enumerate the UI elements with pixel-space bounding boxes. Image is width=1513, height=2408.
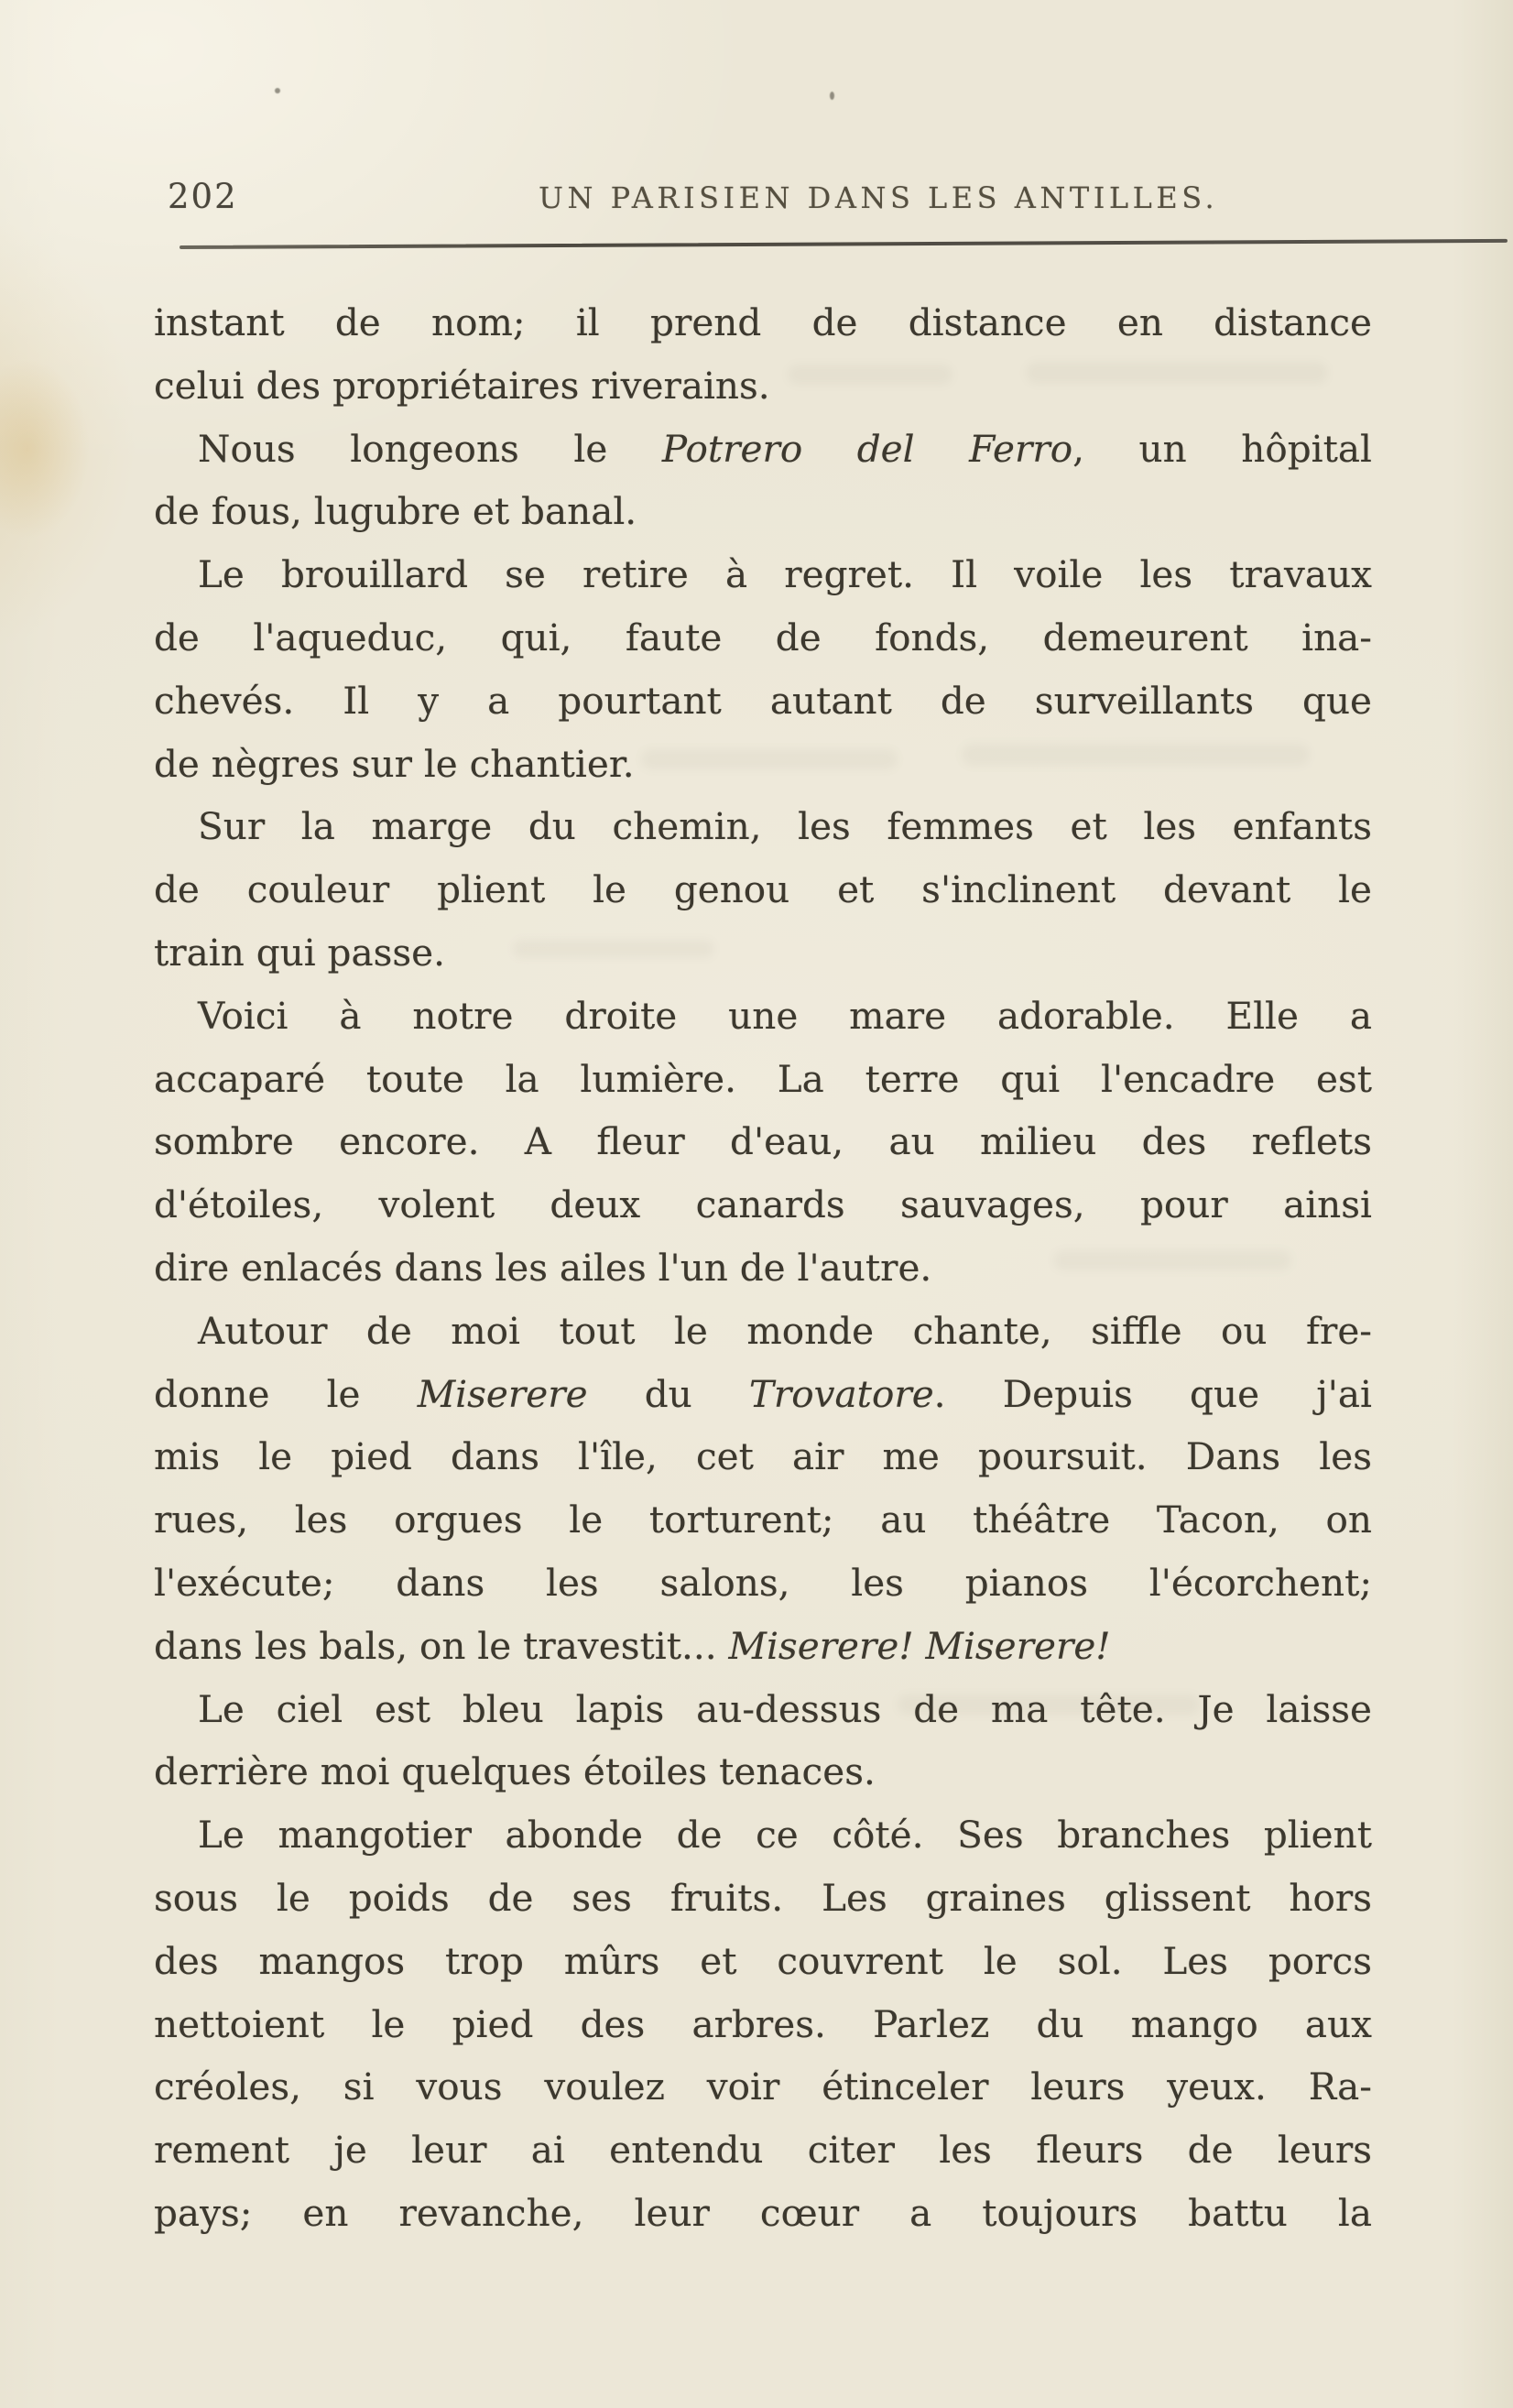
text-segment: . Depuis que j'ai	[933, 1371, 1372, 1416]
text-segment: pays; en revanche, leur cœur a toujours battu la	[154, 2190, 1372, 2235]
text-line	[154, 418, 1372, 481]
text-line	[154, 1237, 1372, 1300]
text-line	[154, 670, 1372, 733]
text-segment-italic: Potrero del Ferro	[661, 426, 1073, 471]
text-segment-italic: Miserere	[417, 1371, 588, 1416]
text-line	[154, 1740, 1372, 1803]
page-number: 202	[168, 177, 238, 216]
text-segment: de fous, lugubre et banal.	[154, 489, 637, 534]
text-segment: chevés. Il y a pourtant autant de surveillants que	[154, 678, 1372, 723]
text-segment: Sur la marge du chemin, les femmes et les enfants	[198, 804, 1372, 849]
text-segment: Autour de moi tout le monde chante, siffle ou fre-	[198, 1308, 1372, 1353]
text-line	[154, 1803, 1372, 1867]
text-segment: des mangos trop mûrs et couvrent le sol. Les porcs	[154, 1938, 1372, 1983]
running-title: UN PARISIEN DANS LES ANTILLES.	[539, 180, 1219, 215]
text-line	[154, 1488, 1372, 1552]
text-segment: de nègres sur le chantier.	[154, 741, 635, 786]
text-segment: Le brouillard se retire à regret. Il voile les travaux	[198, 552, 1372, 597]
text-segment: créoles, si vous voulez voir étinceler leurs yeux. Ra-	[154, 2065, 1372, 2109]
text-segment: rues, les orgues le torturent; au théâtre Tacon, on	[154, 1498, 1372, 1542]
text-line	[154, 1993, 1372, 2056]
text-line	[154, 1678, 1372, 1741]
paper-speck	[830, 92, 834, 100]
text-segment: Nous longeons le	[198, 426, 662, 471]
text-segment: mis le pied dans l'île, cet air me poursuit. Dans les	[154, 1434, 1372, 1479]
text-line	[154, 1930, 1372, 1993]
text-segment: nettoient le pied des arbres. Parlez du mango aux	[154, 2001, 1372, 2046]
text-segment: de l'aqueduc, qui, faute de fonds, demeurent ina-	[154, 615, 1372, 659]
text-line	[154, 291, 1372, 354]
text-segment: de couleur plient le genou et s'inclinent devant le	[154, 867, 1372, 912]
text-segment: du	[587, 1371, 749, 1416]
text-segment-italic: Trovatore	[748, 1371, 934, 1416]
text-line	[154, 1552, 1372, 1615]
text-line	[154, 2055, 1372, 2119]
text-line	[154, 795, 1372, 858]
text-line	[154, 1110, 1372, 1173]
text-segment: train qui passe.	[154, 930, 446, 975]
text-line	[154, 606, 1372, 670]
header-rule	[180, 239, 1508, 249]
text-segment: rement je leur ai entendu citer les fleurs de leurs	[154, 2128, 1372, 2173]
text-line	[154, 858, 1372, 921]
paper-speck	[275, 88, 280, 93]
text-line	[154, 354, 1372, 418]
text-segment: Le mangotier abonde de ce côté. Ses branches plient	[198, 1813, 1372, 1858]
text-line	[154, 1615, 1372, 1678]
text-segment: dans les bals, on le travestit...	[154, 1623, 729, 1668]
text-line	[154, 480, 1372, 543]
text-line	[154, 1425, 1372, 1488]
text-line	[154, 921, 1372, 985]
text-line	[154, 2119, 1372, 2182]
text-segment: sous le poids de ses fruits. Les graines glissent hors	[154, 1875, 1372, 1920]
text-segment: , un hôpital	[1072, 426, 1373, 471]
text-line	[154, 543, 1372, 606]
text-segment: l'exécute; dans les salons, les pianos l'écorchent;	[154, 1560, 1372, 1605]
text-segment-italic: Miserere! Miserere!	[728, 1623, 1111, 1668]
text-segment: celui des propriétaires riverains.	[154, 363, 770, 408]
text-segment: derrière moi quelques étoiles tenaces.	[154, 1749, 876, 1794]
body-text	[154, 291, 1372, 2245]
text-segment: d'étoiles, volent deux canards sauvages, pour ainsi	[154, 1182, 1372, 1227]
text-line	[154, 733, 1372, 796]
text-line	[154, 1173, 1372, 1237]
text-line	[154, 2182, 1372, 2245]
text-line	[154, 1363, 1372, 1426]
text-segment: dire enlacés dans les ailes l'un de l'autre.	[154, 1245, 932, 1290]
text-segment: Le ciel est bleu lapis au-dessus de ma tête. Je laisse	[198, 1686, 1372, 1731]
text-line	[154, 985, 1372, 1048]
paper-stain	[0, 330, 110, 568]
text-segment: sombre encore. A fleur d'eau, au milieu des reflets	[154, 1119, 1372, 1164]
text-segment: instant de nom; il prend de distance en distance	[154, 300, 1372, 344]
text-line	[154, 1867, 1372, 1930]
text-line	[154, 1300, 1372, 1363]
text-segment: Voici à notre droite une mare adorable. Elle a	[198, 993, 1372, 1038]
text-segment: accaparé toute la lumière. La terre qui l'encadre est	[154, 1056, 1372, 1101]
text-segment: donne le	[154, 1371, 418, 1416]
text-line	[154, 1048, 1372, 1111]
